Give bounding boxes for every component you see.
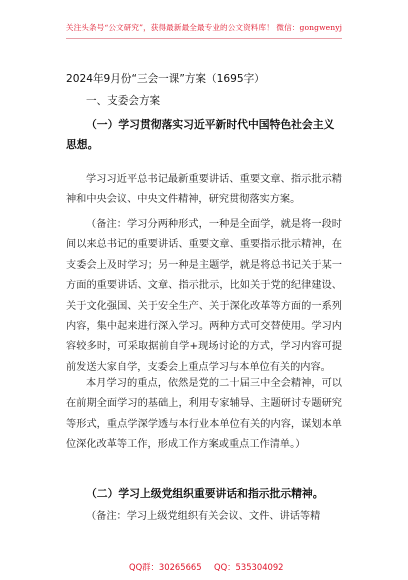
subsection-heading-1: （一）学习贯彻落实习近平新时代中国特色社会主义 (86, 118, 335, 131)
subsection-heading-1-continued: 思想。 (66, 138, 99, 151)
header-divider (66, 38, 342, 39)
subsection-heading-2: （二）学习上级党组织重要讲话和指示批示精神。 (86, 487, 324, 500)
promo-banner: 关注头条号“公文研究”，获得最新最全最专业的公文资料库！ 微信：gongwenyj (65, 23, 343, 32)
document-title: 2024年9月份“三会一课”方案（1695字） (66, 73, 265, 85)
paragraph-monthly-focus: 本月学习的重点，依然是党的二十届三中全会精神，可以在前期全面学习的基础上，利用专家辅导、主题研讨专题研究等形式，重点学深学透与本行业本单位有关的内容，谋划本单位深化改革等工作，形成工作方案或重点工作清单。） (66, 378, 342, 451)
footer-qq-contact: QQ：535304092 (214, 562, 284, 572)
paragraph-study-note: （备注：学习分两种形式，一种是全面学，就是将一段时间以来总书记的重要讲话、重要文章、重要指示批示精神，在支委会上及时学习；另一种是主题学，就是将总书记关于某一方面的重要讲话、文章、指示批示，比如关于党的纪律建设、关于文化强国、关于安全生产、关于深化改革等方面的一系列内容，集中起来进行深入学习。两种方式可交替使用。学习内容较多时，可采取据前自学+现场讨论的方式，学习内容可提前发送大家自学，支委会上重点学习与本单位有关的内容。 (66, 219, 342, 373)
footer-qq-group: QQ群：30265665 (129, 562, 202, 572)
section-heading: 一、支委会方案 (86, 95, 161, 107)
paragraph-superior-note: （备注：学习上级党组织有关会议、文件、讲话等精 (86, 511, 321, 522)
paragraph-study-content: 学习习近平总书记最新重要讲话、重要文章、指示批示精神和中央会议、中央文件精神，研究贯彻落实方案。 (66, 174, 342, 206)
